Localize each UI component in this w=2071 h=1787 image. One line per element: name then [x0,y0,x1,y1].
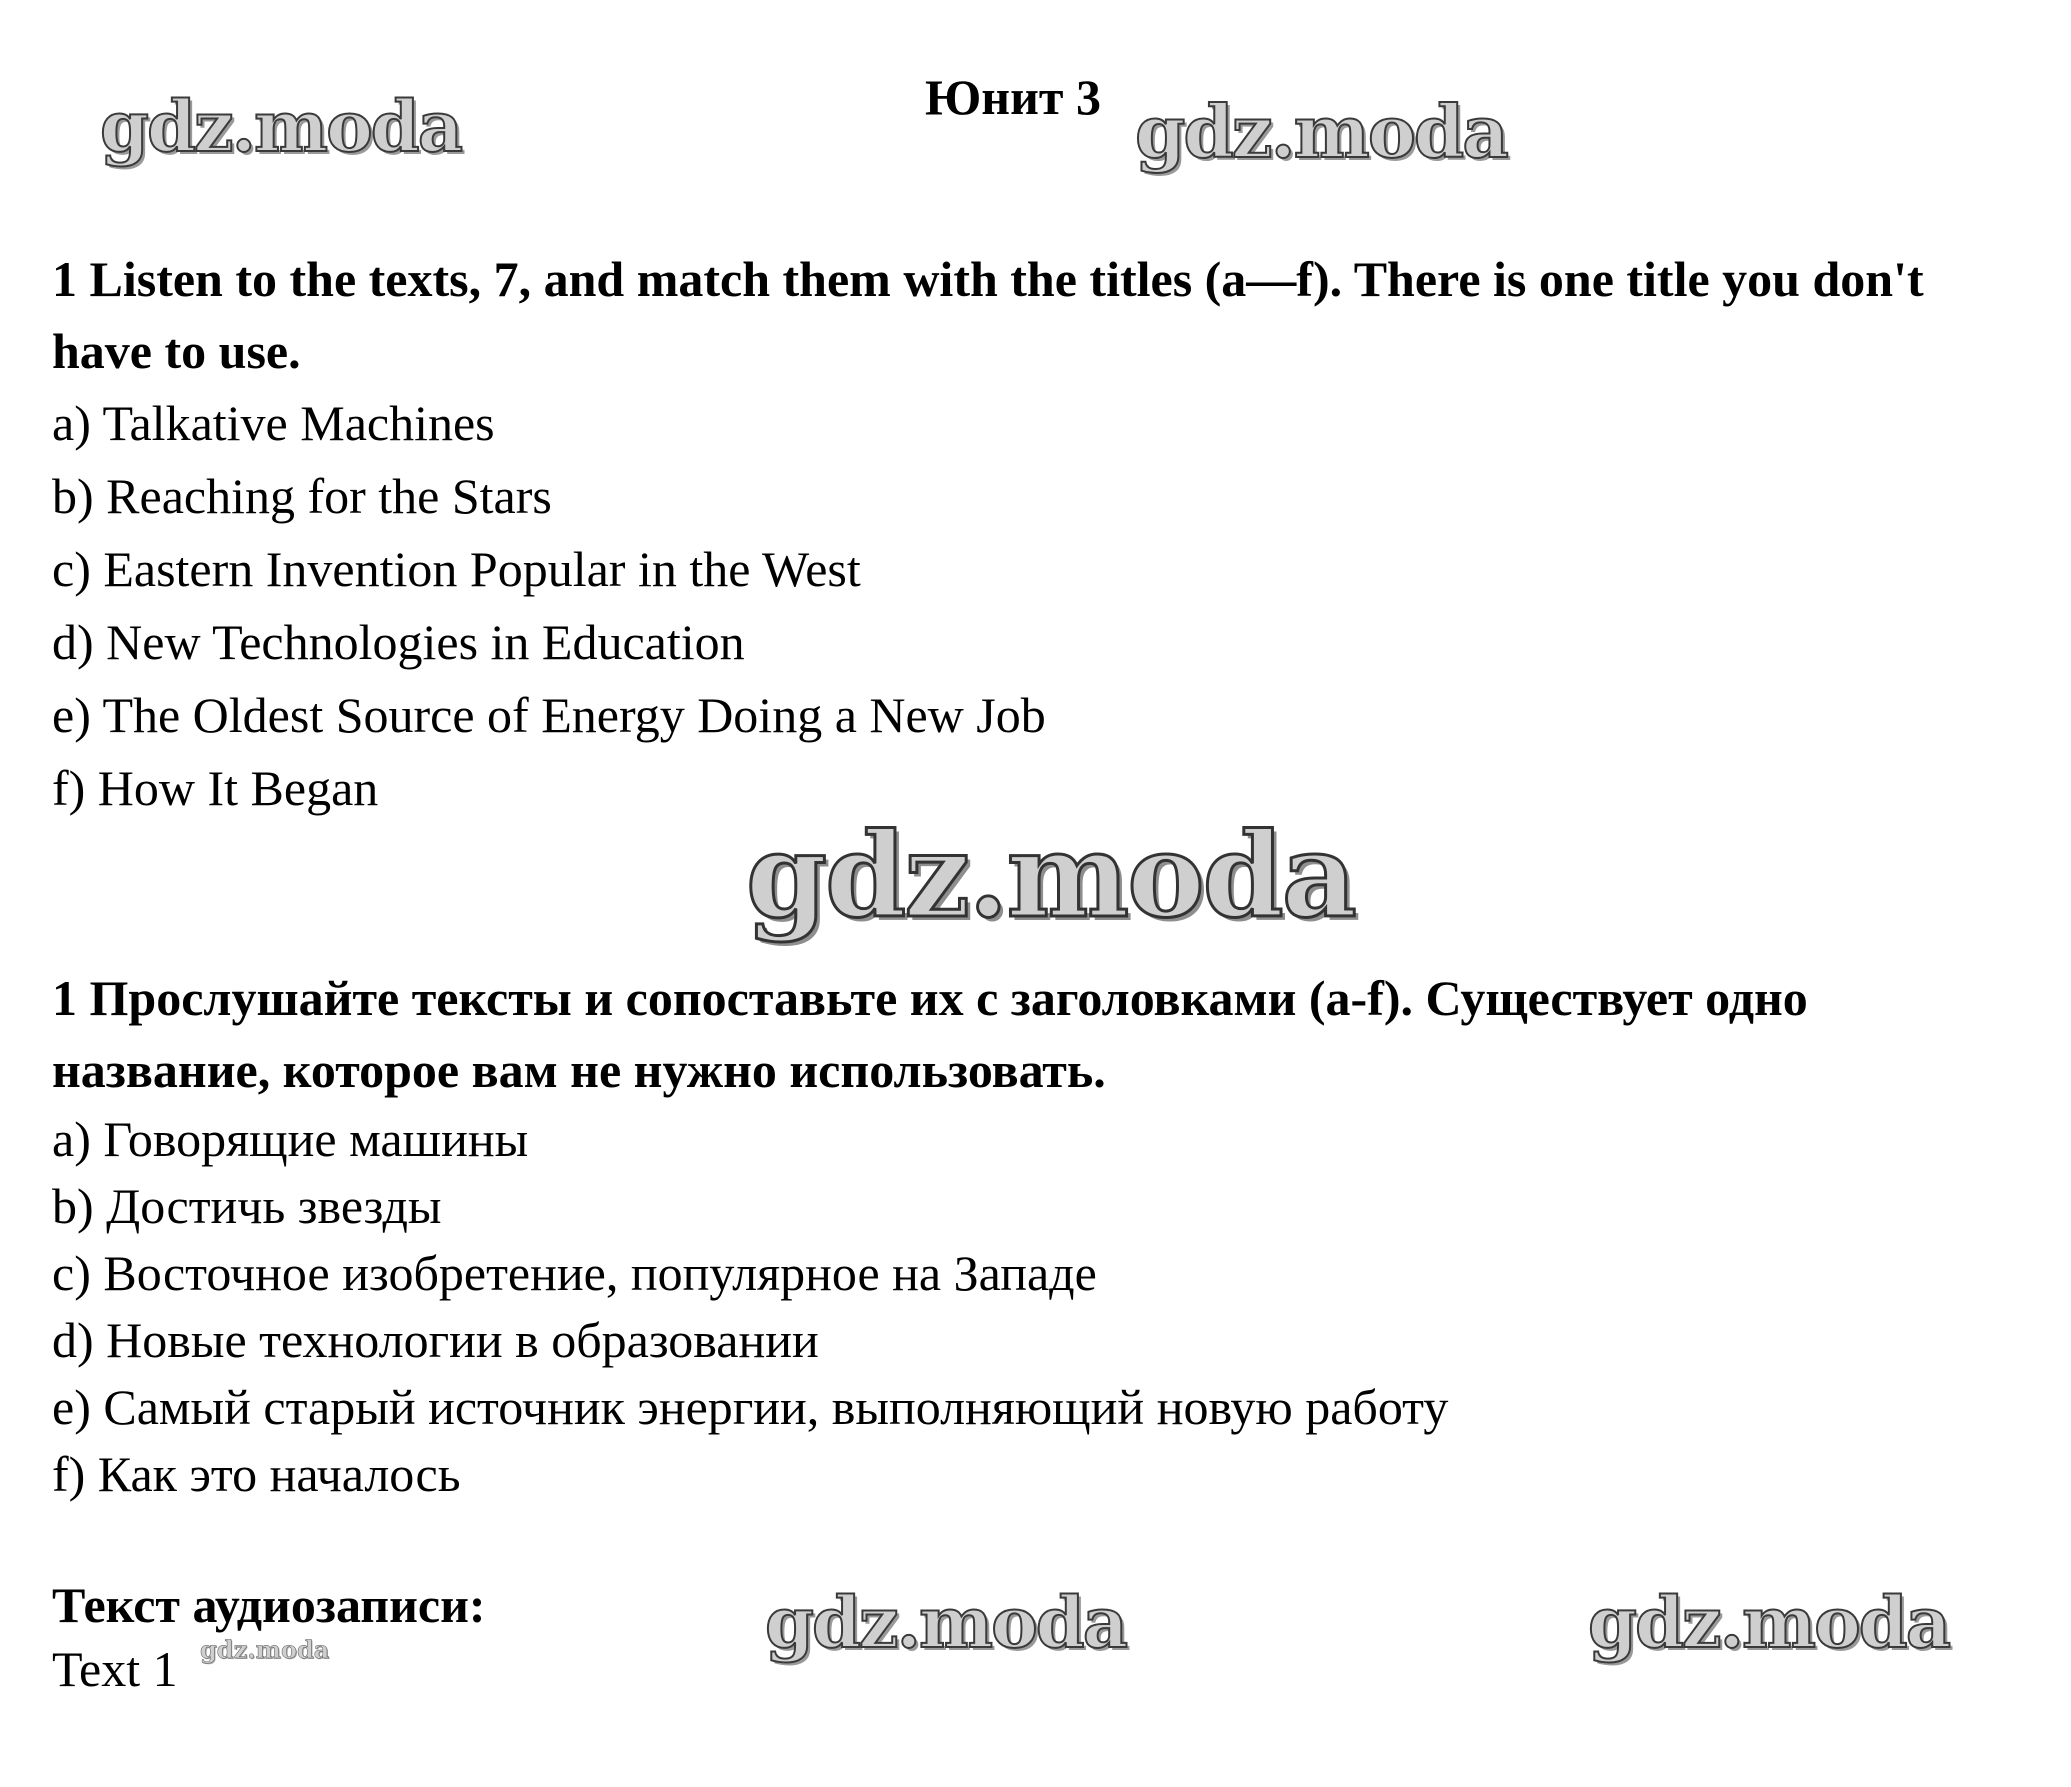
list-item: d) New Technologies in Education [52,614,745,670]
watermark-logo: gdz.moda [200,1635,330,1664]
watermark-logo: gdz.moda [1135,89,1507,174]
list-item: a) Talkative Machines [52,395,495,451]
watermark-logo: gdz.moda [100,85,462,168]
audio-text-title: Text 1 [52,1641,178,1697]
page-title: Юнит 3 [925,69,1101,125]
list-item: c) Eastern Invention Popular in the West [52,541,861,597]
audio-transcript-label: Текст аудиозаписи: [52,1577,486,1633]
watermark-logo: gdz.moda [746,808,1355,944]
task-english [52,243,2012,825]
watermark-logo: gdz.moda [1588,1581,1950,1664]
list-item: c) Восточное изобретение, популярное на Западе [52,1245,1097,1301]
list-item: a) Говорящие машины [52,1111,529,1167]
title-options-list [52,387,2012,825]
list-item: f) How It Began [52,760,379,816]
list-item: d) Новые технологии в образовании [52,1312,819,1368]
list-item: b) Достичь звезды [52,1178,442,1234]
task-heading: 1 Прослушайте тексты и сопоставьте их с заголовками (a-f). Существует одно название, которое вам не нужно использовать. [52,970,1808,1098]
task-russian [52,962,2012,1508]
task-heading: 1 Listen to the texts, 7, and match them with the titles (a—f). There is one title you don't have to use. [52,251,1924,379]
list-item: b) Reaching for the Stars [52,468,552,524]
watermark-logo: gdz.moda [765,1581,1127,1664]
list-item: f) Как это началось [52,1446,461,1502]
list-item: e) The Oldest Source of Energy Doing a New Job [52,687,1046,743]
title-options-list [52,1106,2012,1508]
list-item: e) Самый старый источник энергии, выполняющий новую работу [52,1379,1449,1435]
